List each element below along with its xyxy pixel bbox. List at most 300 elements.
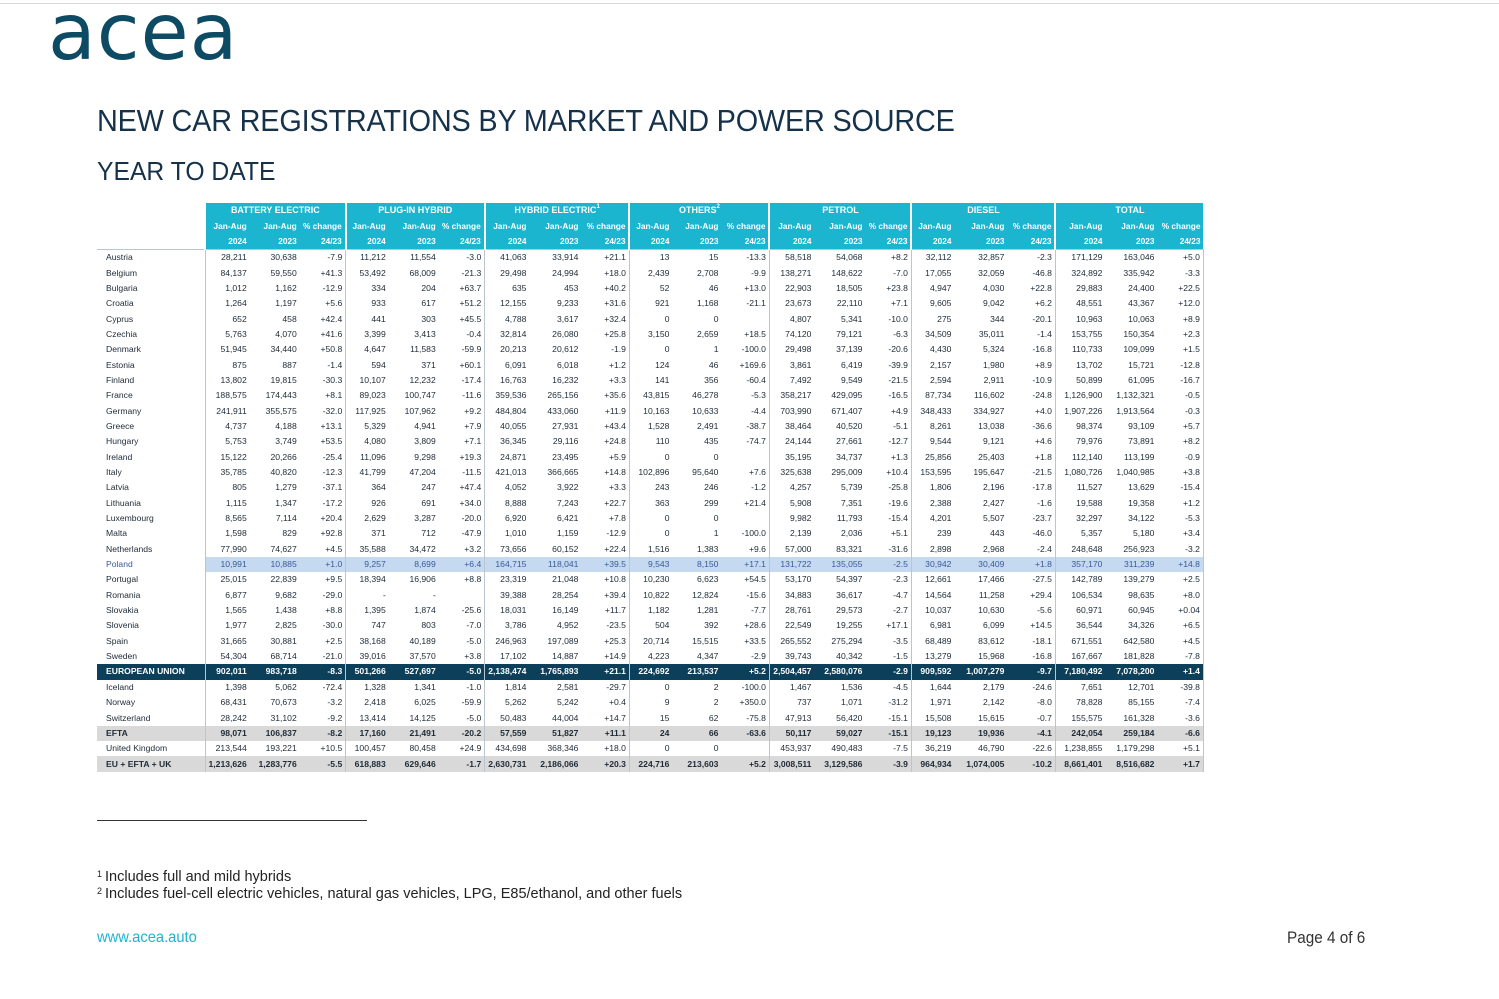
change-cell: -7.9: [300, 250, 346, 266]
value-cell: 30,942: [911, 557, 954, 572]
value-cell: 25,015: [205, 572, 250, 587]
change-cell: +13.0: [744, 282, 766, 293]
table-row: [97, 664, 1203, 679]
value-cell: 12,701: [1128, 681, 1155, 692]
change-cell: -59.9: [461, 344, 482, 355]
value-cell: 617: [421, 298, 436, 309]
change-cell: +10.4: [886, 467, 908, 478]
change-cell: +25.3: [604, 635, 626, 646]
group-header: [205, 203, 346, 218]
value-cell: 40,820: [270, 467, 297, 478]
change-cell: -4.4: [751, 405, 766, 416]
column-subheader: 24/23: [300, 234, 346, 250]
change-cell: +3.3: [609, 482, 626, 493]
change-cell: -2.4: [1037, 543, 1052, 554]
value-cell: 5,062: [275, 681, 297, 692]
value-cell: 113,199: [1124, 451, 1155, 462]
value-cell: 17,160: [346, 726, 389, 741]
value-cell: 41,799: [346, 465, 389, 480]
change-cell: +39.4: [604, 589, 626, 600]
value-cell: 12,824: [692, 589, 719, 600]
value-cell: 453: [564, 282, 579, 293]
value-cell: 20,714: [629, 634, 672, 649]
value-cell: 18,394: [346, 572, 389, 587]
value-cell: 7,243: [556, 497, 579, 508]
value-cell: 39,388: [485, 588, 530, 603]
change-cell: -5.0: [439, 664, 485, 679]
value-cell: 28,211: [205, 250, 250, 266]
change-cell: -8.3: [300, 664, 346, 679]
market-name: Slovenia: [106, 620, 139, 631]
column-subheader: 2024: [346, 234, 389, 250]
value-cell: 112,140: [1055, 450, 1105, 465]
change-cell: +8.8: [464, 574, 482, 585]
value-cell: 19,815: [270, 374, 297, 385]
value-cell: 24,871: [485, 450, 530, 465]
value-cell: 5,908: [769, 496, 814, 511]
change-cell: -5.3: [1157, 511, 1203, 526]
change-cell: +92.8: [320, 528, 343, 539]
value-cell: 2,138,474: [485, 664, 530, 679]
value-cell: 1,644: [911, 680, 954, 695]
change-cell: +10.5: [320, 743, 343, 754]
change-cell: +4.6: [1035, 436, 1052, 447]
value-cell: 4,070: [275, 328, 297, 339]
market-name: Malta: [106, 528, 128, 539]
value-cell: 5,329: [346, 419, 389, 434]
change-cell: -74.7: [746, 436, 766, 447]
change-cell: +14.9: [604, 651, 626, 662]
change-cell: +11.7: [604, 605, 626, 616]
table-row: [97, 741, 1203, 756]
value-cell: 2,968: [982, 543, 1005, 554]
value-cell: 805: [205, 480, 250, 495]
change-cell: -4.1: [1007, 726, 1055, 741]
value-cell: 1,074,005: [954, 756, 1007, 771]
change-cell: -0.5: [1157, 388, 1203, 403]
value-cell: 0: [713, 513, 719, 524]
value-cell: 1,115: [205, 496, 250, 511]
value-cell: 61,095: [1128, 374, 1155, 385]
value-cell: 26,080: [552, 328, 579, 339]
table-row: [97, 281, 1203, 296]
value-cell: 79,976: [1055, 434, 1105, 449]
value-cell: 10,963: [1055, 311, 1105, 326]
value-cell: 2,157: [911, 357, 954, 372]
change-cell: -0.7: [1037, 712, 1052, 723]
value-cell: 4,647: [346, 342, 389, 357]
value-cell: 248,648: [1055, 542, 1105, 557]
value-cell: 31,102: [270, 712, 297, 723]
value-cell: 39,743: [769, 649, 814, 664]
value-cell: 9,544: [911, 434, 954, 449]
value-cell: 19,588: [1055, 496, 1105, 511]
change-cell: -8.2: [300, 726, 346, 741]
market-name: Bulgaria: [106, 282, 138, 293]
change-cell: +18.0: [604, 267, 626, 278]
value-cell: 10,885: [250, 557, 300, 572]
value-cell: 150,354: [1123, 328, 1155, 339]
value-cell: 213,603: [672, 756, 721, 771]
change-cell: -17.2: [322, 497, 343, 508]
value-cell: 1,765,893: [529, 664, 581, 679]
table-row: [97, 419, 1203, 434]
value-cell: 1,040,985: [1116, 467, 1155, 478]
change-cell: +51.2: [459, 298, 482, 309]
change-cell: +9.2: [464, 405, 482, 416]
value-cell: 47,204: [409, 467, 436, 478]
value-cell: 691: [421, 497, 436, 508]
change-cell: +3.8: [464, 651, 482, 662]
change-cell: +11.1: [581, 726, 629, 741]
value-cell: 1,182: [629, 603, 672, 618]
value-cell: 13,702: [1055, 357, 1105, 372]
value-cell: 48,551: [1055, 296, 1105, 311]
change-cell: +8.0: [1157, 588, 1203, 603]
market-name: Spain: [106, 635, 128, 646]
value-cell: 83,321: [836, 543, 863, 554]
value-cell: 10,633: [692, 405, 719, 416]
column-subheader: Jan-Aug: [629, 218, 672, 233]
value-cell: 325,638: [769, 465, 814, 480]
value-cell: 25,403: [978, 451, 1005, 462]
value-cell: 1,179,298: [1116, 743, 1155, 754]
value-cell: 8,888: [485, 496, 530, 511]
table-row: [97, 465, 1203, 480]
value-cell: 83,612: [978, 635, 1005, 646]
change-cell: -25.8: [888, 482, 908, 493]
change-cell: -8.0: [1037, 697, 1052, 708]
table-row: [97, 572, 1203, 587]
column-subheader: % change: [865, 218, 911, 233]
table-row: [97, 250, 1203, 266]
column-subheader: Jan-Aug: [529, 218, 581, 233]
value-cell: 213,544: [205, 741, 250, 756]
value-cell: 25,856: [911, 450, 954, 465]
value-cell: 110,733: [1055, 342, 1105, 357]
change-cell: +6.4: [439, 557, 485, 572]
value-cell: 43,815: [629, 388, 672, 403]
value-cell: 1,264: [205, 296, 250, 311]
value-cell: 40,189: [409, 635, 436, 646]
column-subheader: Jan-Aug: [814, 218, 865, 233]
group-label: PLUG-IN HYBRID: [378, 205, 453, 216]
value-cell: 11,527: [1055, 480, 1105, 495]
value-cell: 54,068: [814, 250, 865, 266]
value-cell: 3,399: [346, 327, 389, 342]
page-number: Page 4 of 6: [1287, 928, 1366, 947]
value-cell: 311,239: [1105, 557, 1157, 572]
change-cell: +7.1: [464, 436, 482, 447]
change-cell: +42.4: [320, 313, 343, 324]
value-cell: 1,341: [414, 681, 436, 692]
change-cell: -21.5: [1032, 467, 1052, 478]
value-cell: 8,699: [389, 557, 439, 572]
change-cell: +43.4: [604, 420, 626, 431]
change-cell: -30.3: [322, 374, 343, 385]
value-cell: 224,716: [629, 756, 672, 771]
value-cell: 6,025: [414, 697, 436, 708]
value-cell: 0: [629, 511, 672, 526]
value-cell: 53,492: [346, 265, 389, 280]
change-cell: +3.8: [1157, 465, 1203, 480]
value-cell: 23,319: [485, 572, 530, 587]
value-cell: 4,257: [769, 480, 814, 495]
value-cell: 38,168: [346, 634, 389, 649]
market-name: Norway: [106, 697, 136, 708]
value-cell: 2,911: [983, 374, 1005, 385]
value-cell: 7,114: [275, 513, 297, 524]
value-cell: 1,168: [696, 298, 719, 309]
value-cell: 242,054: [1055, 726, 1105, 741]
value-cell: 213,537: [672, 664, 721, 679]
value-cell: 1,398: [205, 680, 250, 695]
value-cell: 174,443: [265, 390, 297, 401]
value-cell: 964,934: [911, 756, 954, 771]
value-cell: 80,458: [409, 743, 436, 754]
value-cell: 246,963: [485, 634, 530, 649]
value-cell: 2,630,731: [485, 756, 530, 771]
value-cell: 18,505: [836, 282, 863, 293]
value-cell: 1,598: [205, 526, 250, 541]
change-cell: -7.5: [893, 743, 908, 754]
change-cell: +14.7: [604, 712, 626, 723]
change-cell: +5.2: [721, 664, 769, 679]
table-row: [97, 634, 1203, 649]
table-row: [97, 756, 1203, 771]
value-cell: 14,564: [911, 588, 954, 603]
column-subheader: 2024: [205, 234, 250, 250]
value-cell: 9,982: [769, 511, 814, 526]
value-cell: 275,294: [831, 635, 863, 646]
value-cell: 635: [485, 281, 530, 296]
value-cell: 4,080: [346, 434, 389, 449]
value-cell: 429,095: [831, 390, 863, 401]
table-row: [97, 296, 1203, 311]
change-cell: +5.1: [891, 528, 908, 539]
value-cell: 2,142: [982, 697, 1005, 708]
value-cell: 50,117: [769, 726, 814, 741]
change-cell: -24.6: [1032, 681, 1052, 692]
change-cell: -11.5: [462, 467, 482, 478]
value-cell: 5,341: [840, 313, 863, 324]
footnote-2: [97, 886, 682, 902]
table-row: [97, 373, 1203, 388]
group-label: DIESEL: [967, 205, 1000, 216]
change-cell: -20.6: [888, 344, 908, 355]
change-cell: +20.3: [581, 756, 629, 771]
change-cell: +41.6: [320, 328, 343, 339]
value-cell: 16,149: [552, 605, 579, 616]
value-cell: 15: [672, 250, 721, 266]
value-cell: 983,718: [250, 664, 300, 679]
change-cell: -15.1: [865, 726, 911, 741]
value-cell: 368,346: [547, 743, 579, 754]
change-cell: -13.3: [721, 250, 769, 266]
value-cell: 2,186,066: [529, 756, 581, 771]
value-cell: 19,255: [836, 620, 863, 631]
value-cell: -: [346, 588, 389, 603]
value-cell: 102,896: [629, 465, 672, 480]
value-cell: 164,715: [485, 557, 530, 572]
value-cell: 433,060: [547, 405, 579, 416]
value-cell: 98,071: [205, 726, 250, 741]
value-cell: 256,923: [1123, 543, 1155, 554]
value-cell: 241,911: [205, 403, 250, 418]
market-name: Netherlands: [106, 543, 153, 554]
value-cell: 4,952: [556, 620, 579, 631]
value-cell: 13,414: [346, 710, 389, 725]
page-title: NEW CAR REGISTRATIONS BY MARKET AND POWER SOURCE: [97, 103, 955, 138]
value-cell: 3,922: [556, 482, 579, 493]
value-cell: 34,472: [409, 543, 436, 554]
value-cell: 7,351: [840, 497, 863, 508]
table-row: [97, 557, 1203, 572]
change-cell: +2.5: [325, 635, 343, 646]
value-cell: 10,991: [205, 557, 250, 572]
change-cell: -100.0: [741, 344, 766, 355]
change-cell: +54.5: [744, 574, 766, 585]
change-cell: -36.6: [1032, 420, 1052, 431]
value-cell: 737: [769, 695, 814, 710]
value-cell: 1,159: [556, 528, 579, 539]
change-cell: -10.0: [888, 313, 908, 324]
change-cell: -3.0: [439, 250, 485, 266]
value-cell: 32,297: [1055, 511, 1105, 526]
acea-logo: [48, 0, 239, 78]
website-link[interactable]: www.acea.auto: [97, 929, 197, 946]
value-cell: 142,789: [1055, 572, 1105, 587]
value-cell: 803: [421, 620, 436, 631]
change-cell: +8.9: [1157, 311, 1203, 326]
column-subheader: % change: [721, 218, 769, 233]
market-name: Luxembourg: [106, 513, 154, 524]
value-cell: 5,507: [982, 513, 1005, 524]
change-cell: -15.4: [1157, 480, 1203, 495]
change-cell: -5.0: [466, 635, 482, 646]
value-cell: 909,592: [911, 664, 954, 679]
value-cell: 1,162: [275, 282, 297, 293]
change-cell: +22.5: [1157, 281, 1203, 296]
table-row: [97, 710, 1203, 725]
change-cell: -60.4: [746, 374, 766, 385]
value-cell: 703,990: [769, 403, 814, 418]
market-name: Sweden: [106, 651, 138, 662]
value-cell: 59,027: [814, 726, 865, 741]
value-cell: 46: [708, 282, 719, 293]
value-cell: 10,063: [1128, 313, 1155, 324]
market-name: Iceland: [106, 681, 134, 692]
value-cell: 243: [629, 480, 672, 495]
value-cell: 13: [629, 250, 672, 266]
value-cell: 37,139: [836, 344, 863, 355]
change-cell: +169.6: [739, 359, 766, 370]
value-cell: 84,137: [205, 265, 250, 280]
market-name: Finland: [106, 374, 135, 385]
column-subheader: 24/23: [721, 234, 769, 250]
change-cell: -7.4: [1157, 695, 1203, 710]
value-cell: 2,491: [696, 420, 719, 431]
value-cell: 54,397: [836, 574, 863, 585]
change-cell: -6.3: [893, 328, 908, 339]
value-cell: 1,197: [275, 298, 297, 309]
value-cell: 85,155: [1128, 697, 1155, 708]
change-cell: -20.0: [461, 513, 482, 524]
value-cell: 1,977: [205, 618, 250, 633]
change-cell: +28.6: [744, 620, 766, 631]
value-cell: 902,011: [205, 664, 250, 679]
market-name: Latvia: [106, 482, 129, 493]
value-cell: 0: [713, 313, 719, 324]
value-cell: 421,013: [485, 465, 530, 480]
change-cell: -15.4: [888, 513, 908, 524]
value-cell: 9,257: [346, 557, 389, 572]
table-row: [97, 695, 1203, 710]
value-cell: 363: [629, 496, 672, 511]
change-cell: -31.6: [888, 543, 908, 554]
value-cell: 15,721: [1128, 359, 1155, 370]
change-cell: -39.8: [1157, 680, 1203, 695]
change-cell: -0.3: [1157, 403, 1203, 418]
value-cell: 22,549: [769, 618, 814, 633]
market-name: Italy: [106, 467, 122, 478]
column-subheader: 2023: [954, 234, 1007, 250]
value-cell: 93,109: [1128, 420, 1155, 431]
value-cell: 118,041: [529, 557, 581, 572]
column-subheader: 2024: [769, 234, 814, 250]
value-cell: 32,059: [978, 267, 1005, 278]
value-cell: 9,298: [414, 451, 436, 462]
table-row: [97, 357, 1203, 372]
market-name: EU + EFTA + UK: [97, 756, 205, 771]
column-subheader: 2023: [529, 234, 581, 250]
table-row: [97, 496, 1203, 511]
value-cell: 671,551: [1055, 634, 1105, 649]
value-cell: 17,102: [485, 649, 530, 664]
table-row: [97, 526, 1203, 541]
value-cell: 89,023: [346, 388, 389, 403]
value-cell: 10,630: [978, 605, 1005, 616]
change-cell: -5.1: [893, 420, 908, 431]
value-cell: 8,565: [205, 511, 250, 526]
change-cell: +14.8: [604, 467, 626, 478]
value-cell: 6,091: [485, 357, 530, 372]
change-cell: -10.2: [1007, 756, 1055, 771]
value-cell: 161,328: [1123, 712, 1155, 723]
change-cell: -3.6: [1157, 710, 1203, 725]
value-cell: 24,994: [552, 267, 579, 278]
change-cell: -4.5: [893, 681, 908, 692]
change-cell: +31.6: [604, 298, 626, 309]
change-cell: -4.7: [893, 589, 908, 600]
change-cell: [721, 511, 769, 526]
value-cell: 2,581: [556, 681, 579, 692]
value-cell: 6,877: [205, 588, 250, 603]
change-cell: -30.0: [322, 620, 343, 631]
value-cell: 642,580: [1123, 635, 1155, 646]
value-cell: 453,937: [769, 741, 814, 756]
value-cell: 47,913: [769, 710, 814, 725]
value-cell: 21,491: [389, 726, 439, 741]
column-subheader: Jan-Aug: [250, 218, 300, 233]
column-subheader: 2024: [1055, 234, 1105, 250]
value-cell: 4,201: [911, 511, 954, 526]
value-cell: 11,554: [389, 250, 439, 266]
value-cell: 33,914: [529, 250, 581, 266]
change-cell: -63.6: [721, 726, 769, 741]
value-cell: 4,947: [911, 281, 954, 296]
value-cell: 9,233: [556, 298, 579, 309]
